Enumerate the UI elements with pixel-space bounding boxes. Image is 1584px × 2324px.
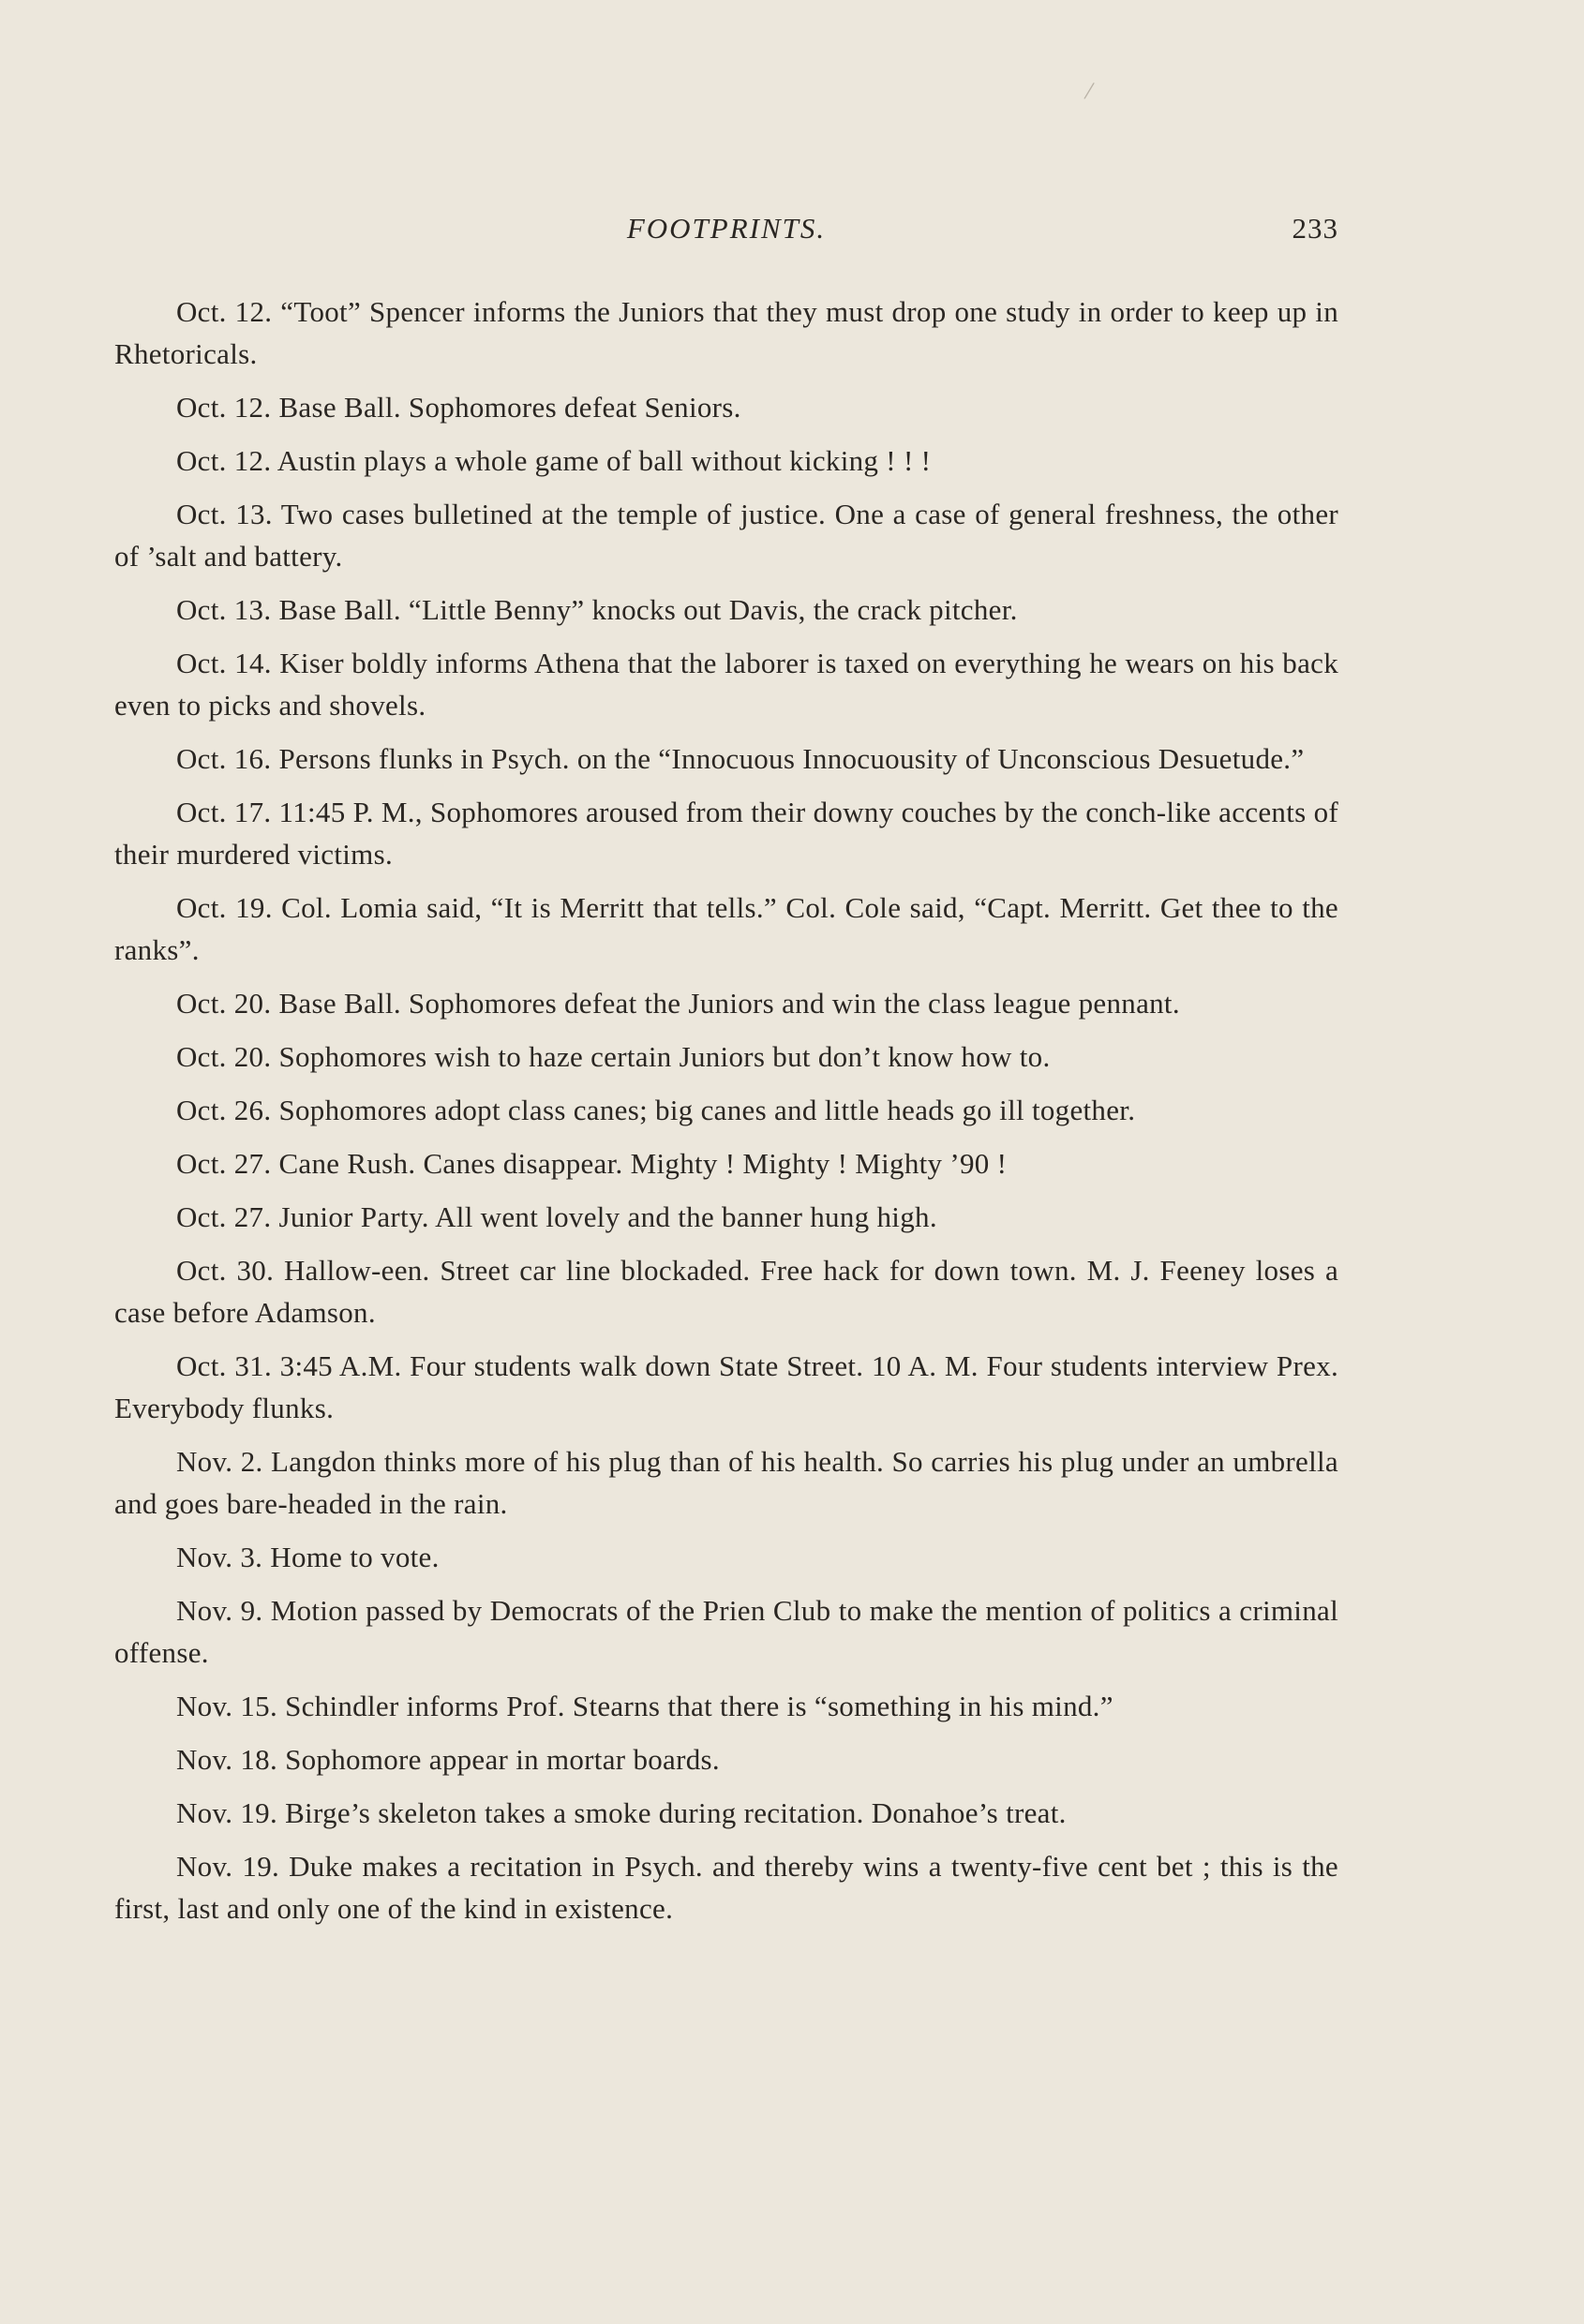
diary-entry: Oct. 17. 11:45 P. M., Sophomores aroused from their downy couches by the conch-like accents of their murdered victims. — [114, 796, 1338, 871]
diary-entry: Oct. 31. 3:45 A.M. Four students walk down State Street. 10 A. M. Four students interview Prex. Everybody flunks. — [114, 1349, 1338, 1424]
diary-entry: Oct. 19. Col. Lomia said, “It is Merritt that tells.” Col. Cole said, “Capt. Merritt. Get thee to the ranks”. — [114, 891, 1338, 966]
diary-entry: Oct. 12. Base Ball. Sophomores defeat Seniors. — [176, 391, 741, 424]
diary-entry: Nov. 15. Schindler informs Prof. Stearns that there is “something in his mind.” — [176, 1690, 1113, 1722]
diary-entry: Oct. 14. Kiser boldly informs Athena that the laborer is taxed on everything he wears on his back even to picks and shovels. — [114, 647, 1338, 722]
diary-entry: Nov. 19. Birge’s skeleton takes a smoke during recitation. Donahoe’s treat. — [176, 1796, 1067, 1829]
diary-entry: Oct. 27. Cane Rush. Canes disappear. Mighty ! Mighty ! Mighty ’90 ! — [176, 1147, 1008, 1180]
diary-entry: Nov. 3. Home to vote. — [176, 1541, 440, 1573]
running-title: FOOTPRINTS. — [626, 212, 827, 245]
diary-entry: Oct. 20. Base Ball. Sophomores defeat the Juniors and win the class league pennant. — [176, 987, 1180, 1020]
diary-entry: Oct. 27. Junior Party. All went lovely and the banner hung high. — [176, 1200, 937, 1233]
diary-entry: Oct. 30. Hallow-een. Street car line blockaded. Free hack for down town. M. J. Feeney loses a case before Adamson. — [114, 1254, 1338, 1329]
diary-entry: Oct. 12. “Toot” Spencer informs the Juniors that they must drop one study in order to keep up in Rhetoricals. — [114, 295, 1338, 370]
diary-entry: Nov. 2. Langdon thinks more of his plug than of his health. So carries his plug under an umbrella and goes bare-headed in the rain. — [114, 1445, 1338, 1520]
pencil-mark: / — [1082, 76, 1097, 107]
diary-entry: Oct. 16. Persons flunks in Psych. on the “Innocuous Innocuousity of Unconscious Desuetude.” — [176, 742, 1305, 775]
diary-entry: Nov. 19. Duke makes a recitation in Psych. and thereby wins a twenty-five cent bet ; this is the first, last and only one of the kind in existence. — [114, 1850, 1338, 1925]
diary-entry: Nov. 18. Sophomore appear in mortar boards. — [176, 1743, 720, 1776]
page-header — [114, 212, 1338, 253]
diary-entry: Oct. 20. Sophomores wish to haze certain Juniors but don’t know how to. — [176, 1040, 1051, 1073]
diary-entry: Oct. 12. Austin plays a whole game of ball without kicking ! ! ! — [176, 444, 932, 477]
diary-entry: Oct. 26. Sophomores adopt class canes; big canes and little heads go ill together. — [176, 1094, 1136, 1126]
diary-entry: Nov. 9. Motion passed by Democrats of the Prien Club to make the mention of politics a criminal offense. — [114, 1594, 1338, 1669]
diary-entries — [114, 290, 1338, 1941]
diary-entry: Oct. 13. Base Ball. “Little Benny” knocks out Davis, the crack pitcher. — [176, 593, 1018, 626]
diary-entry: Oct. 13. Two cases bulletined at the temple of justice. One a case of general freshness, the other of ’salt and battery. — [114, 498, 1338, 573]
page-number: 233 — [1292, 212, 1338, 245]
